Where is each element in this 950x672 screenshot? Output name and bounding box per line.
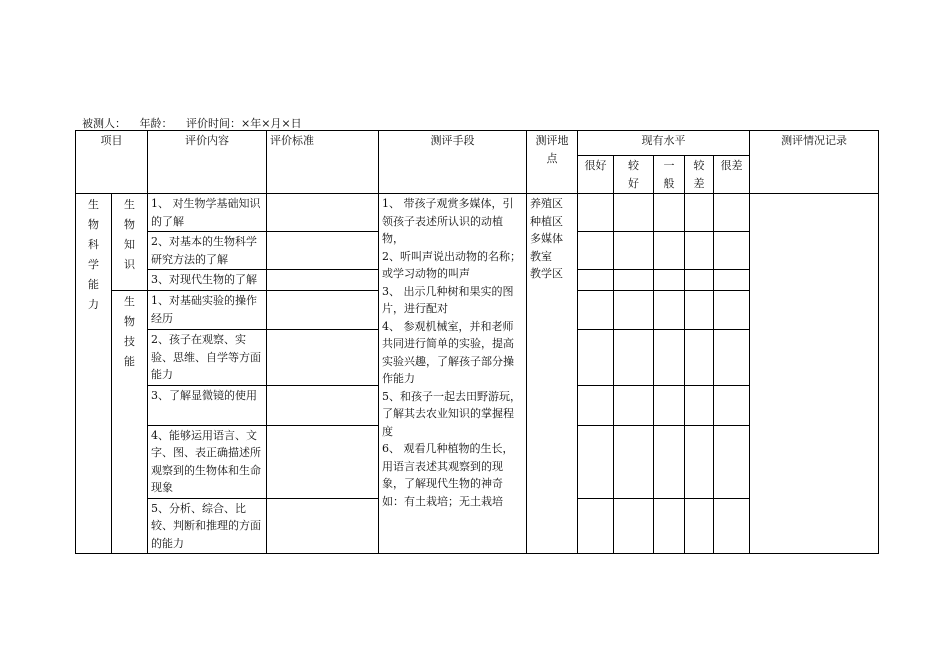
standard-cell[interactable] <box>267 194 379 232</box>
rating-cell[interactable] <box>714 291 750 330</box>
rating-cell[interactable] <box>714 498 750 554</box>
header-row-1 <box>76 131 879 156</box>
rating-cell[interactable] <box>714 270 750 291</box>
rating-cell[interactable] <box>614 194 654 232</box>
rating-cell[interactable] <box>654 270 685 291</box>
standard-cell[interactable] <box>267 232 379 270</box>
rating-cell[interactable] <box>714 330 750 386</box>
rating-cell[interactable] <box>654 385 685 425</box>
level-very-good: 很好 <box>578 156 614 194</box>
rating-cell[interactable] <box>714 232 750 270</box>
content-item: 1、 对生物学基础知识的了解 <box>148 194 267 232</box>
rating-cell[interactable] <box>578 330 614 386</box>
standard-cell[interactable] <box>267 498 379 554</box>
rating-cell[interactable] <box>578 232 614 270</box>
group-skills: 生 物 技 能 <box>112 291 148 554</box>
rating-cell[interactable] <box>578 385 614 425</box>
age-label: 年龄： <box>139 117 173 130</box>
rating-cell[interactable] <box>714 385 750 425</box>
content-item: 5、分析、综合、比较、判断和推理的方面的能力 <box>148 498 267 554</box>
location-cell: 养殖区 种植区 多媒体 教室 教学区 <box>527 194 578 554</box>
standard-cell[interactable] <box>267 385 379 425</box>
rating-cell[interactable] <box>654 232 685 270</box>
content-item: 2、对基本的生物科学研究方法的了解 <box>148 232 267 270</box>
rating-cell[interactable] <box>614 232 654 270</box>
rating-cell[interactable] <box>654 291 685 330</box>
col-level-group: 现有水平 <box>578 131 750 156</box>
rating-cell[interactable] <box>578 498 614 554</box>
rating-cell[interactable] <box>578 270 614 291</box>
header-info <box>82 115 302 131</box>
level-very-poor: 很差 <box>714 156 750 194</box>
rating-cell[interactable] <box>578 291 614 330</box>
col-standard: 评价标准 <box>267 131 379 194</box>
col-record: 测评情况记录 <box>750 131 879 194</box>
level-average: 一 般 <box>654 156 685 194</box>
rating-cell[interactable] <box>654 425 685 498</box>
col-content: 评价内容 <box>148 131 267 194</box>
subject-label: 被测人： <box>82 117 126 130</box>
rating-cell[interactable] <box>614 425 654 498</box>
col-project: 项目 <box>76 131 148 194</box>
table-row <box>76 194 879 232</box>
rating-cell[interactable] <box>614 498 654 554</box>
rating-cell[interactable] <box>614 330 654 386</box>
rating-cell[interactable] <box>714 425 750 498</box>
record-cell[interactable] <box>750 194 879 554</box>
rating-cell[interactable] <box>578 194 614 232</box>
category-cell: 生 物 科 学 能 力 <box>76 194 112 554</box>
group-knowledge: 生 物 知 识 <box>112 194 148 291</box>
rating-cell[interactable] <box>685 291 714 330</box>
content-item: 4、能够运用语言、文字、图、表正确描述所观察到的生物体和生命现象 <box>148 425 267 498</box>
content-item: 2、孩子在观察、实验、思维、自学等方面能力 <box>148 330 267 386</box>
eval-time-label: 评价时间：×年×月×日 <box>186 117 302 130</box>
rating-cell[interactable] <box>614 385 654 425</box>
col-location: 测评地 点 <box>527 131 578 194</box>
content-item: 3、对现代生物的了解 <box>148 270 267 291</box>
rating-cell[interactable] <box>685 232 714 270</box>
standard-cell[interactable] <box>267 270 379 291</box>
rating-cell[interactable] <box>714 194 750 232</box>
rating-cell[interactable] <box>685 270 714 291</box>
rating-cell[interactable] <box>685 385 714 425</box>
rating-cell[interactable] <box>685 194 714 232</box>
rating-cell[interactable] <box>654 194 685 232</box>
rating-cell[interactable] <box>654 330 685 386</box>
rating-cell[interactable] <box>614 270 654 291</box>
evaluation-table <box>75 130 879 554</box>
content-item: 3、了解显微镜的使用 <box>148 385 267 425</box>
rating-cell[interactable] <box>685 330 714 386</box>
standard-cell[interactable] <box>267 330 379 386</box>
rating-cell[interactable] <box>614 291 654 330</box>
method-cell: 1、 带孩子观赏多媒体，引领孩子表述所认识的动植物， 2、听叫声说出动物的名称；或学习动物的叫声 3、 出示几种树和果实的图片，进行配对 4、 参观机械室，并和老师共同进行简单的实验，提高实验兴趣，了解孩子部分操作能力 5、和孩子一起去田野游玩，了解其去农业知识的掌握程度 6、 观看几种植物的生长，用语言表述其观察到的现象，了解现代生物的神奇如：有土栽培；无土栽培 <box>379 194 527 554</box>
rating-cell[interactable] <box>654 498 685 554</box>
rating-cell[interactable] <box>578 425 614 498</box>
rating-cell[interactable] <box>685 425 714 498</box>
standard-cell[interactable] <box>267 291 379 330</box>
level-good: 较 好 <box>614 156 654 194</box>
col-method: 测评手段 <box>379 131 527 194</box>
level-poor: 较 差 <box>685 156 714 194</box>
standard-cell[interactable] <box>267 425 379 498</box>
content-item: 1、对基础实验的操作经历 <box>148 291 267 330</box>
rating-cell[interactable] <box>685 498 714 554</box>
